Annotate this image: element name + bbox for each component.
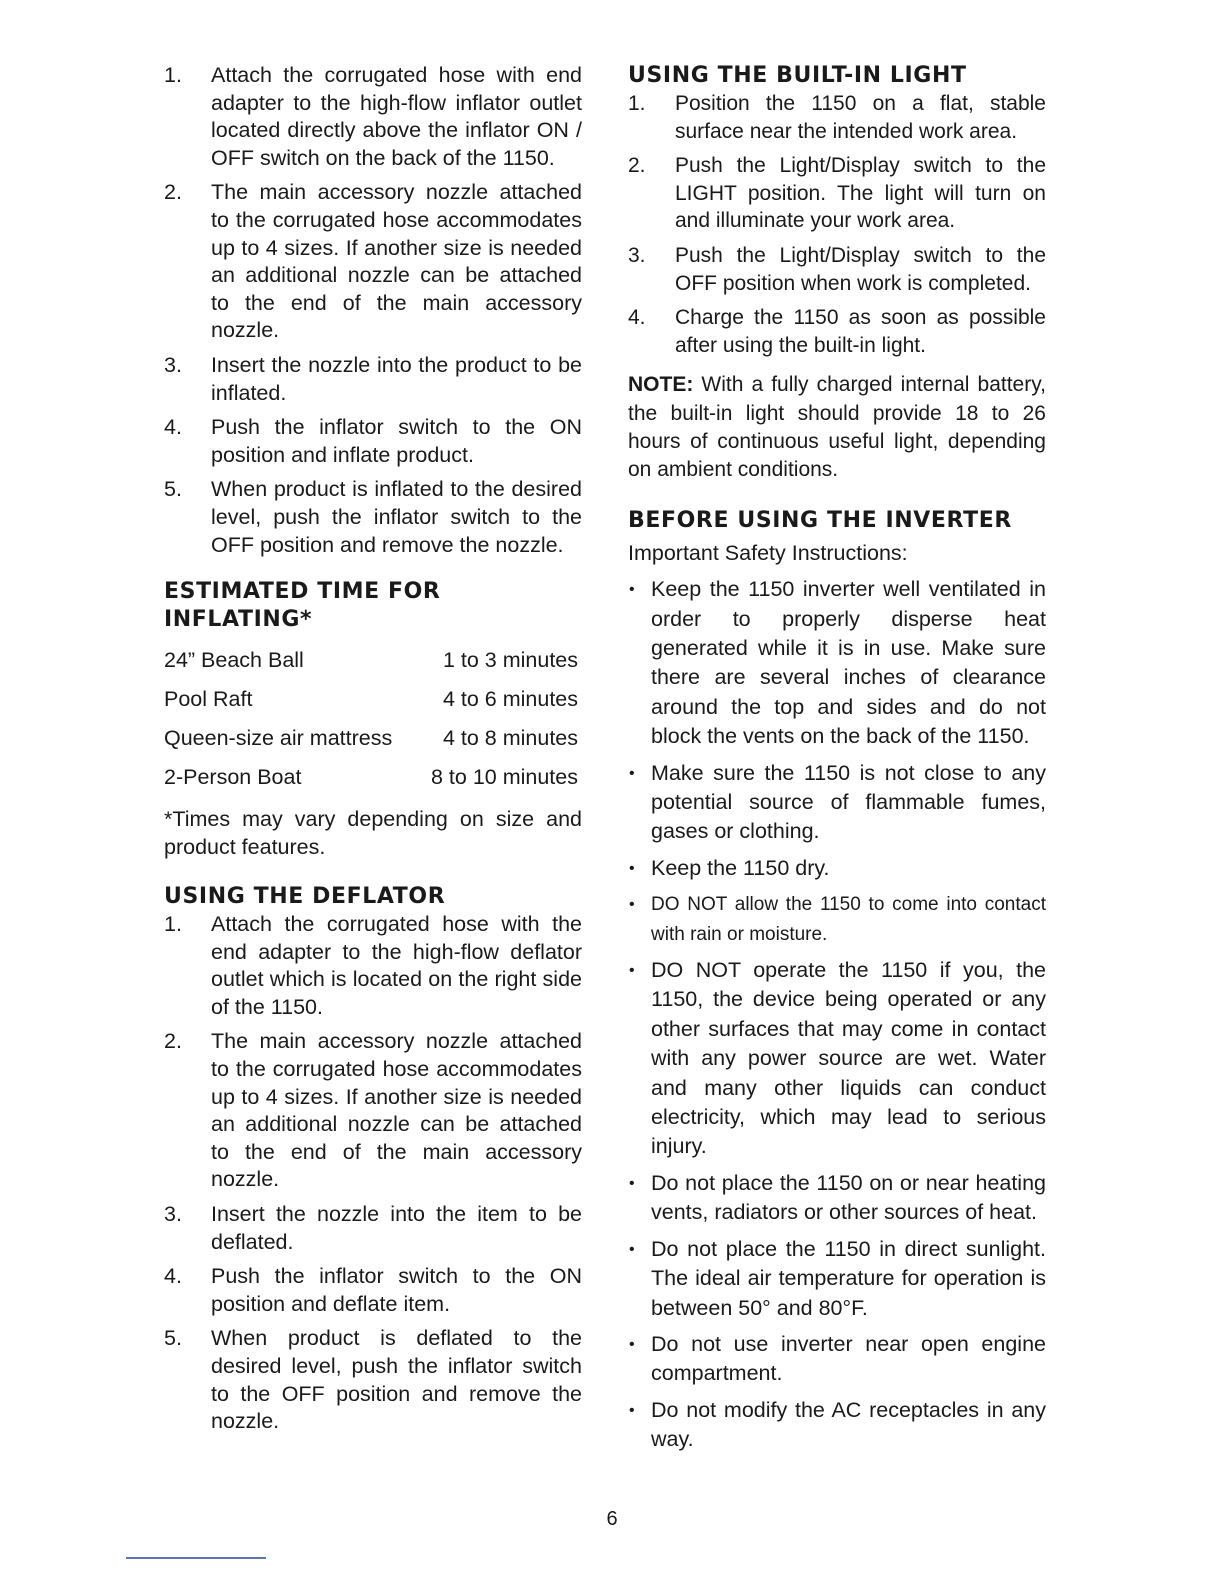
right-column (628, 62, 1046, 1462)
bullet-glyph: • (629, 581, 635, 599)
safety-text: Do not use inverter near open engine compartment. (651, 1331, 1046, 1386)
note-label: NOTE: (628, 373, 694, 397)
time-cell: 4 to 8 minutes (442, 726, 578, 751)
deflate-step (164, 1028, 582, 1194)
step-number: 3. (628, 243, 646, 267)
safety-item (628, 1396, 1046, 1455)
step-text: The main accessory nozzle attached to the corrugated hose accommodates up to 4 sizes. If another size is needed an additional nozzle can be attached to the end of the main accessory nozzle. (211, 1029, 582, 1192)
safety-text: Keep the 1150 dry. (651, 855, 830, 880)
deflator-heading: USING THE DEFLATOR (164, 884, 446, 910)
bullet-glyph: • (629, 764, 635, 782)
table-row (164, 758, 578, 797)
step-text: Push the Light/Display switch to the LIGHT position. The light will turn on and illuminate your work area. (675, 154, 1046, 233)
step-text: When product is deflated to the desired level, push the inflator switch to the OFF position and remove the nozzle. (211, 1326, 582, 1434)
bullet-glyph: • (629, 896, 635, 914)
deflate-step (164, 1325, 582, 1435)
battery-note (628, 371, 1046, 484)
light-step (628, 90, 1046, 145)
light-step (628, 152, 1046, 235)
safety-bullets (628, 575, 1046, 1454)
page-number: 6 (606, 1508, 618, 1530)
estimated-time-heading (164, 578, 582, 634)
safety-item (628, 1235, 1046, 1323)
item-cell: Queen-size air mattress (164, 726, 393, 751)
step-number: 3. (164, 1202, 182, 1227)
inflate-step (164, 352, 582, 407)
times-footnote: *Times may vary depending on size and product features. (164, 807, 582, 860)
step-number: 4. (164, 415, 182, 440)
step-number: 1. (164, 912, 182, 937)
inverter-heading: BEFORE USING THE INVERTER (628, 508, 1012, 534)
time-cell: 8 to 10 minutes (430, 765, 578, 790)
inflate-step (164, 476, 582, 559)
safety-item (628, 1169, 1046, 1228)
item-cell: 24” Beach Ball (164, 648, 304, 673)
safety-text: Do not modify the AC receptacles in any way. (651, 1397, 1046, 1452)
step-text: Insert the nozzle into the item to be deflated. (211, 1202, 582, 1254)
bullet-glyph: • (629, 1401, 635, 1419)
heading-line: ESTIMATED TIME FOR (164, 579, 441, 605)
item-cell: 2-Person Boat (164, 765, 302, 790)
step-number: 4. (164, 1264, 182, 1289)
heading-line: INFLATING* (164, 607, 313, 633)
step-number: 3. (164, 352, 182, 377)
inflate-step (164, 62, 582, 172)
inflate-step (164, 414, 582, 469)
footer-rule (126, 1557, 266, 1559)
step-text: Charge the 1150 as soon as possible after using the built-in light. (675, 306, 1046, 357)
safety-item (628, 1330, 1046, 1389)
step-number: 4. (628, 306, 646, 330)
bullet-glyph: • (629, 1240, 635, 1258)
deflate-step (164, 1263, 582, 1318)
table-row (164, 719, 578, 758)
note-text: With a fully charged internal battery, the built-in light should provide 18 to 26 hours of continuous useful light, depending on ambient conditions. (628, 373, 1046, 481)
step-text: Attach the corrugated hose with the end adapter to the high-flow deflator outlet which is located on the right side of the 1150. (211, 912, 582, 1019)
light-step (628, 304, 1046, 359)
bullet-glyph: • (629, 859, 635, 877)
light-step (628, 242, 1046, 297)
safety-item (628, 890, 1046, 949)
safety-item (628, 759, 1046, 847)
light-steps (628, 90, 1046, 359)
safety-text: DO NOT allow the 1150 to come into contact with rain or moisture. (651, 894, 1046, 945)
deflate-step (164, 1201, 582, 1256)
safety-item (628, 956, 1046, 1162)
inflate-step (164, 179, 582, 345)
time-cell: 4 to 6 minutes (442, 687, 578, 712)
item-cell: Pool Raft (164, 687, 253, 712)
step-number: 2. (628, 154, 646, 178)
deflate-step (164, 911, 582, 1021)
step-number: 5. (164, 1326, 182, 1351)
step-text: Insert the nozzle into the product to be inflated. (211, 352, 582, 405)
step-number: 1. (628, 92, 646, 115)
step-text: When product is inflated to the desired level, push the inflator switch to the OFF position and remove the nozzle. (211, 477, 582, 557)
step-number: 2. (164, 1029, 182, 1054)
deflate-steps (164, 911, 582, 1436)
table-row (164, 680, 578, 719)
inflate-steps (164, 62, 582, 559)
safety-text: Do not place the 1150 in direct sunlight. The ideal air temperature for operation is between 50° and 80°F. (651, 1236, 1046, 1320)
inflating-times-table (164, 641, 578, 797)
bullet-glyph: • (629, 1335, 635, 1353)
safety-text: Keep the 1150 inverter well ventilated in order to properly disperse heat generated while it is in use. Make sure there are several inches of clearance around the top and sides and do not block the vents on the back of the 1150. (651, 577, 1046, 749)
safety-text: Make sure the 1150 is not close to any potential source of flammable fumes, gases or clothing. (651, 760, 1046, 844)
step-number: 1. (164, 63, 182, 87)
step-text: Attach the corrugated hose with end adapter to the high-flow inflator outlet located directly above the inflator ON / OFF switch on the back of the 1150. (211, 63, 582, 170)
step-text: Push the inflator switch to the ON position and deflate item. (211, 1264, 582, 1316)
step-text: The main accessory nozzle attached to the corrugated hose accommodates up to 4 sizes. If another size is needed an additional nozzle can be attached to the end of the main accessory nozzle. (211, 180, 582, 343)
safety-text: DO NOT operate the 1150 if you, the 1150, the device being operated or any other surfaces that may come in contact with any power source are wet. Water and many other liquids can conduct electricity, which may lead to serious injury. (651, 958, 1046, 1159)
step-text: Position the 1150 on a flat, stable surface near the intended work area. (675, 92, 1046, 143)
time-cell: 1 to 3 minutes (442, 648, 578, 673)
bullet-glyph: • (629, 962, 635, 980)
table-row (164, 641, 578, 680)
step-text: Push the Light/Display switch to the OFF position when work is completed. (675, 243, 1046, 295)
step-number: 5. (164, 477, 182, 502)
step-text: Push the inflator switch to the ON position and inflate product. (211, 415, 582, 467)
bullet-glyph: • (629, 1174, 635, 1192)
safety-item (628, 575, 1046, 751)
safety-item (628, 854, 1046, 883)
step-number: 2. (164, 180, 182, 205)
safety-text: Do not place the 1150 on or near heating vents, radiators or other sources of heat. (651, 1170, 1046, 1225)
built-in-light-heading: USING THE BUILT-IN LIGHT (628, 63, 967, 88)
safety-intro: Important Safety Instructions: (628, 541, 908, 566)
left-column (164, 62, 582, 1443)
